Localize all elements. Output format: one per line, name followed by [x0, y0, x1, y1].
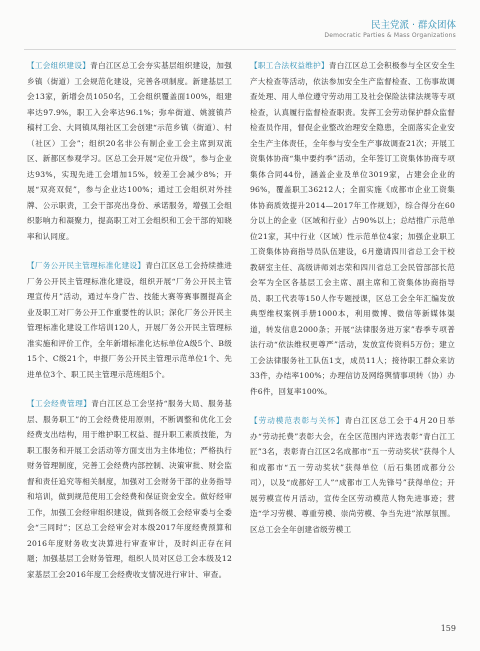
left-column — [27, 58, 232, 582]
header-title: 民主党派 · 群众团体 — [370, 20, 456, 31]
section-tag: 【工会经费管理】 — [27, 399, 92, 408]
section-tag: 【厂务公开民主管理标准化建设】 — [27, 261, 146, 270]
section-factory-disclosure — [27, 258, 232, 382]
page-number: 159 — [440, 624, 456, 633]
section-text: 青白江区总工会于4月20日举办“劳动托费”表彰大会，在全区范围内评选表彰“青白江工匠”3名，表彰青白江区2名成都市“五一劳动奖状”获得个人和成都市“五一劳动奖状”获得单位（后石集团成都分公司），以及“成都好工人”“成都市工人先锋号”获得单位；开展劳模宣传月活动，宣传全区劳动模范人物先进事迹；营造“学习劳模、尊重劳模、崇尚劳模、争当先进”浓厚氛围。区总工会全年创建省级劳模工 — [250, 416, 456, 534]
header-divider — [24, 49, 456, 50]
section-tag: 【工会组织建设】 — [27, 61, 91, 70]
section-tag: 【职工合法权益维护】 — [250, 61, 329, 70]
section-union-organization — [27, 58, 232, 244]
section-text: 青白江区总工会坚持“服务大局、服务基层、服务职工”的工会经费使用原则，不断调整和优化工会经费支出结构，用于维护职工权益、提升职工素质技能，为职工服务和开展工会活动等方面支出为主体地位；严格执行财务管理制度，完善工会经费内部控制、决策审批、财会监督和责任追究等相关制度，加强对工会财务干部的业务指导和培训，做到规范使用工会经费和保证资金安全。做好经审工作，加强工会经审组织建设，做到各级工会经审委与全委会“三同时”；区总工会经审会对本级2017年度经费预算和2016年度财务收支决算进行审查审计，及时纠正存在问题；加强基层工会财务管理，组织人员对区总工会本级及12家基层工会2016年度工会经费收支情况进行审计、审查。 — [27, 399, 232, 579]
right-column — [250, 58, 455, 537]
section-worker-rights — [250, 58, 455, 399]
section-union-funds — [27, 396, 232, 582]
page-header — [196, 20, 456, 40]
section-tag: 【劳动模范表彰与关怀】 — [250, 416, 345, 425]
section-model-workers — [250, 413, 455, 537]
section-text: 青白江区总工会持续推进厂务公开民主管理标准化建设，组织开展“厂务公开民主管理宣传月”活动，通过车身广告、技能大赛等赛事圈提高企业及职工对厂务公开工作重要性的认识；深化厂务公开民主管理标准化建设工作培训120人，开展厂务公开民主管理标准实施和评价工作，全年新增标准化达标单位A级5个、B级15个、C级21个，申报厂务公开民主管理示范单位1个、先进单位3个、职工民主管理示范班组5个。 — [27, 261, 233, 379]
header-subtitle: Democratic Parties & Mass Organizations — [324, 32, 456, 39]
section-text: 青白江区总工会积极参与全区安全生产大检查等活动，依法参加安全生产监督检查、工伤事故调查处理、用人单位遵守劳动用工及社会保险法律法规等专项检查，认真履行监督检查职责。发挥工会劳动保护群众监督检查员作用，督促企业整改治理安全隐患，全面落实企业安全生产主体责任，全年参与安全生产事故调查21次；开展工资集体协商“集中要约季”活动，全年签订工资集体协商专项集体合同44份，涵盖企业及单位3019家，占建会企业的96%，覆盖职工36212人；全面实施《成都市企业工资集体协商质效提升2014—2017年工作规划》，综合得分在60分以上的企业（区域和行业）占90%以上；总结推广示范单位21家，其中行业（区域）性示范单位4家；加强企业职工工资集体协商指导员队伍建设，6月邀请四川省总工会干校教研室主任、高级讲师刘志荣和四川省总工会民管部部长范会军为全区各基层工会主席、副主席和工资集体协商指导员、职工代表等150人作专题授课，区总工会全年汇编发放典型维权案例手册1000本，利用微博、微信等新媒体渠道，转发信息2000条；开展“法律服务进万家”春季专项普法行动“依法维权更尊严”活动，发放宣传资料5万份；建立工会法律服务社工队伍1支，成员11人；接待职工群众来访33件，办结率100%；办理信访及网络舆情事项转（协）办件6件，回复率100%。 — [250, 61, 456, 396]
section-text: 青白江区总工会夯实基层组织建设，加强乡镇（街道）工会规范化建设，完善各项制度。新建基层工会13家，新增会员1050名，工会组织覆盖面100%，组建率达97.9%，职工入会率达96.1%；弥牟街道、姚渡镇芦稿村工会、大同镇凤翔社区工会创建“示范乡镇（街道）、村（社区）工会”；组织20名非公有制企业工会主席到双流区、新都区参观学习。区总工会开展“定位升级”，参与企业达93%，实现先进工会增加15%，较差工会减少8%；开展“双亮双促”，参与企业达100%；通过工会组织对外挂牌、公示职责，工会干部亮出身份、承诺服务，增强工会组织影响力和凝聚力，提高职工对工会组织和工会干部的知晓率和认同度。 — [27, 61, 232, 241]
